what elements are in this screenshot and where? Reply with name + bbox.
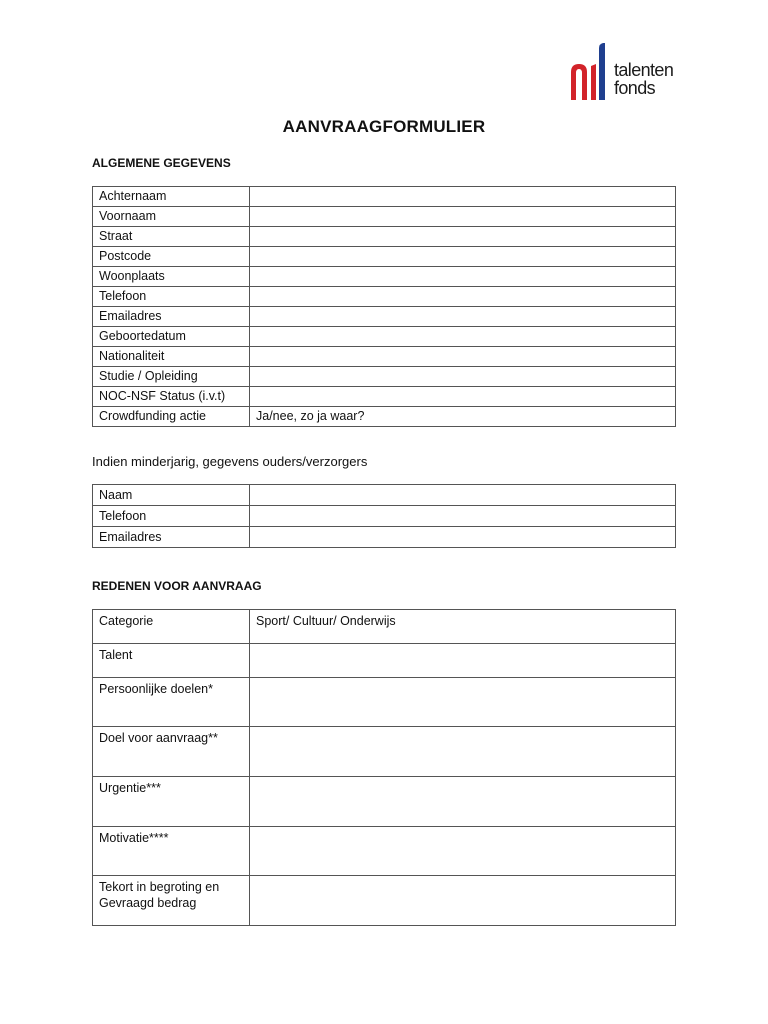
- row-label: Voornaam: [93, 207, 250, 227]
- row-label: Motivatie****: [93, 827, 250, 876]
- row-value-field[interactable]: [250, 347, 676, 367]
- table-row: [93, 485, 676, 506]
- row-label: Postcode: [93, 247, 250, 267]
- parents-info-table: [92, 484, 676, 548]
- row-value-field[interactable]: [250, 367, 676, 387]
- table-row: [93, 387, 676, 407]
- general-info-table: [92, 186, 676, 427]
- row-label: Persoonlijke doelen*: [93, 678, 250, 727]
- table-row: [93, 678, 676, 727]
- reasons-table: [92, 609, 676, 926]
- row-label: Emailadres: [93, 527, 250, 548]
- row-value-field[interactable]: Ja/nee, zo ja waar?: [250, 407, 676, 427]
- logo-line-1: talenten: [614, 60, 674, 80]
- row-value-field[interactable]: [250, 827, 676, 876]
- logo-wordmark: [614, 61, 673, 97]
- section-heading-general: ALGEMENE GEGEVENS: [92, 156, 231, 170]
- row-value-field[interactable]: [250, 267, 676, 287]
- row-label: Emailadres: [93, 307, 250, 327]
- row-label: Urgentie***: [93, 777, 250, 827]
- table-row: [93, 876, 676, 926]
- talentenfonds-logo: [569, 42, 679, 102]
- row-label: Tekort in begroting en Gevraagd bedrag: [93, 876, 250, 926]
- table-row: [93, 610, 676, 644]
- table-row: [93, 644, 676, 678]
- row-label: Studie / Opleiding: [93, 367, 250, 387]
- table-row: [93, 227, 676, 247]
- row-label: Geboortedatum: [93, 327, 250, 347]
- row-label: Straat: [93, 227, 250, 247]
- row-value-field[interactable]: [250, 644, 676, 678]
- row-value-field[interactable]: [250, 727, 676, 777]
- row-label: Naam: [93, 485, 250, 506]
- row-value-field[interactable]: Sport/ Cultuur/ Onderwijs: [250, 610, 676, 644]
- logo-line-2: fonds: [614, 78, 656, 98]
- table-row: [93, 327, 676, 347]
- row-label: Telefoon: [93, 287, 250, 307]
- table-row: [93, 347, 676, 367]
- row-value-field[interactable]: [250, 506, 676, 527]
- table-row: [93, 287, 676, 307]
- table-row: [93, 247, 676, 267]
- table-row: [93, 367, 676, 387]
- row-value-field[interactable]: [250, 207, 676, 227]
- table-row: [93, 187, 676, 207]
- table-row: [93, 407, 676, 427]
- table-row: [93, 527, 676, 548]
- page-title: AANVRAAGFORMULIER: [282, 117, 486, 136]
- row-value-field[interactable]: [250, 387, 676, 407]
- row-value-field[interactable]: [250, 187, 676, 207]
- table-row: [93, 727, 676, 777]
- row-value-field[interactable]: [250, 527, 676, 548]
- row-value-field[interactable]: [250, 227, 676, 247]
- row-value-field[interactable]: [250, 307, 676, 327]
- row-label: Doel voor aanvraag**: [93, 727, 250, 777]
- row-label: Telefoon: [93, 506, 250, 527]
- table-row: [93, 307, 676, 327]
- table-row: [93, 506, 676, 527]
- row-label: Nationaliteit: [93, 347, 250, 367]
- row-value-field[interactable]: [250, 678, 676, 727]
- section-heading-reasons: REDENEN VOOR AANVRAAG: [92, 579, 262, 593]
- table-row: [93, 777, 676, 827]
- row-value-field[interactable]: [250, 247, 676, 267]
- parents-note: Indien minderjarig, gegevens ouders/verzorgers: [92, 454, 368, 469]
- row-label: Crowdfunding actie: [93, 407, 250, 427]
- row-label: Categorie: [93, 610, 250, 644]
- row-label: NOC-NSF Status (i.v.t): [93, 387, 250, 407]
- row-value-field[interactable]: [250, 327, 676, 347]
- row-label: Talent: [93, 644, 250, 678]
- row-value-field[interactable]: [250, 485, 676, 506]
- row-value-field[interactable]: [250, 287, 676, 307]
- row-label: Achternaam: [93, 187, 250, 207]
- table-row: [93, 827, 676, 876]
- row-value-field[interactable]: [250, 876, 676, 926]
- table-row: [93, 207, 676, 227]
- row-value-field[interactable]: [250, 777, 676, 827]
- table-row: [93, 267, 676, 287]
- logo-mark-icon: [569, 42, 611, 102]
- row-label: Woonplaats: [93, 267, 250, 287]
